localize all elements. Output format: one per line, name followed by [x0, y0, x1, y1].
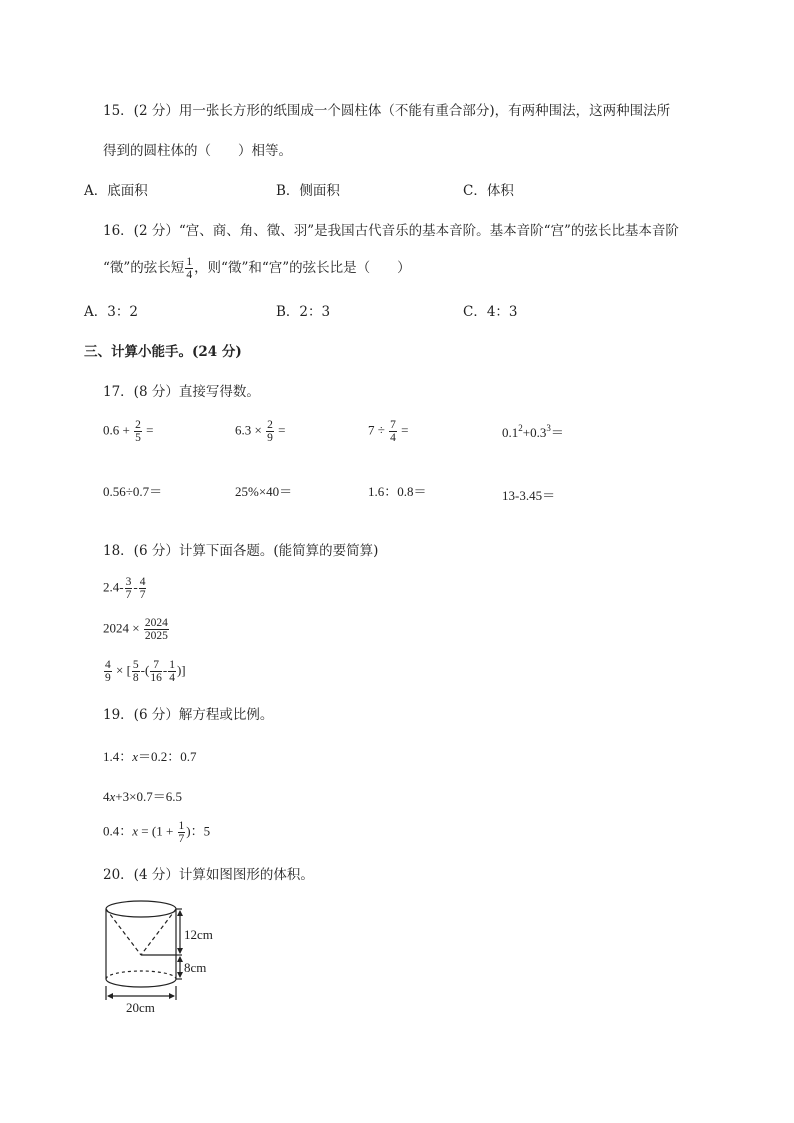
q15-option-c: C．体积 — [463, 183, 514, 199]
expr-frac-4 — [168, 659, 176, 684]
q19-eq-1 — [103, 746, 197, 765]
q15-option-b: B．侧面积 — [276, 183, 340, 199]
eq-var: x — [109, 789, 116, 804]
q16-frac-d: 4 — [186, 269, 193, 281]
q17-item-3-frac — [389, 419, 397, 444]
q18-title: 18．(6 分）计算下面各题。(能简算的要简算) — [103, 543, 379, 559]
section3-title: 三、计算小能手。(24 分) — [84, 344, 242, 360]
frac-n: 5 — [132, 659, 139, 671]
expr-frac — [144, 617, 169, 642]
q16-frac-n: 1 — [186, 256, 193, 268]
expr-frac-3 — [150, 659, 162, 684]
expr-pre: 2024 × — [103, 620, 143, 636]
q19-title: 19．(6 分）解方程或比例。 — [103, 707, 274, 723]
q17-item-4-exp2: 3 — [546, 423, 551, 433]
q17-item-2-pre: 6.3 × — [235, 422, 266, 438]
expr-op: - — [133, 579, 138, 595]
frac-n: 2024 — [144, 617, 168, 629]
expr-frac-1 — [104, 659, 112, 684]
label-8cm: 8cm — [184, 960, 207, 975]
q17-item-1-frac — [134, 419, 142, 444]
cylinder-top-ellipse — [106, 901, 176, 917]
frac-d: 8 — [132, 672, 139, 684]
q16-option-b: B．2：3 — [276, 304, 331, 320]
q17-item-2 — [235, 419, 285, 444]
q17-item-1 — [103, 419, 153, 444]
q19-eq-3 — [103, 820, 210, 845]
frac-n: 2 — [267, 419, 273, 431]
q18-expr-2 — [103, 617, 170, 642]
q15-line1: 15．(2 分）用一张长方形的纸围成一个圆柱体（不能有重合部分)，有两种围法，这两种围法所 — [103, 103, 671, 119]
expr-frac-2 — [139, 576, 147, 601]
frac-n: 2 — [135, 419, 141, 431]
q18-expr-3 — [103, 659, 186, 684]
q17-item-4 — [502, 422, 564, 441]
frac-d: 9 — [267, 432, 273, 444]
eq-mid: = (1 + — [138, 823, 177, 839]
expr-op: - — [162, 662, 168, 678]
expr-pre: 2.4- — [103, 579, 124, 595]
eq-frac — [178, 820, 186, 845]
frac-d: 5 — [135, 432, 141, 444]
expr-frac-2 — [132, 659, 140, 684]
label-20cm: 20cm — [126, 1000, 155, 1015]
expr-frac-1 — [125, 576, 133, 601]
q17-item-4-eq: ＝ — [550, 425, 564, 440]
q17-item-5: 0.56÷0.7＝ — [103, 484, 163, 499]
q16-line2-pre: “徵”的弦长短 — [103, 260, 185, 276]
q18-expr-1 — [103, 576, 147, 601]
q16-line2 — [103, 256, 411, 281]
q17-item-3-pre: 7 ÷ — [368, 422, 389, 438]
eq-pre: 0.4： — [103, 823, 133, 839]
eq-pre: 4 — [103, 789, 110, 804]
frac-d: 16 — [150, 672, 162, 684]
label-12cm: 12cm — [184, 927, 213, 942]
expr-op: -( — [140, 662, 150, 678]
q16-option-a: A．3：2 — [84, 304, 138, 320]
eq-var: x — [132, 749, 139, 764]
q15-option-a: A．底面积 — [84, 183, 148, 199]
q15-line2: 得到的圆柱体的（ ）相等。 — [103, 143, 292, 159]
eq-pre: 1.4： — [103, 749, 133, 764]
q16-fraction — [185, 256, 193, 281]
eq-post: +3×0.7＝6.5 — [115, 789, 182, 804]
frac-n: 4 — [139, 576, 146, 588]
q17-item-7: 1.6：0.8＝ — [368, 484, 427, 499]
frac-n: 3 — [125, 576, 132, 588]
frac-d: 4 — [390, 432, 396, 444]
q17-item-3 — [368, 419, 408, 444]
eq-var: x — [132, 823, 139, 839]
q16-line1: 16．(2 分）“宫、商、角、徵、羽”是我国古代音乐的基本音阶。基本音阶“宫”的弦长比基本音阶 — [103, 223, 679, 239]
q17-item-1-pre: 0.6 + — [103, 422, 134, 438]
expr-end: )] — [176, 662, 186, 678]
expr-op: × [ — [112, 662, 131, 678]
frac-d: 9 — [105, 672, 111, 684]
q17-item-2-frac — [266, 419, 274, 444]
q19-eq-2 — [103, 786, 182, 805]
cylinder-bottom-front — [106, 979, 176, 987]
q17-item-4-a: 0.1 — [502, 425, 519, 440]
q17-item-1-post: = — [142, 422, 154, 438]
cylinder-cone-figure — [96, 896, 236, 1020]
frac-d: 4 — [169, 672, 175, 684]
frac-n: 1 — [169, 659, 175, 671]
q17-item-8: 13-3.45＝ — [502, 488, 556, 503]
q17-item-6: 25%×40＝ — [235, 484, 293, 499]
frac-d: 7 — [125, 589, 132, 601]
frac-n: 1 — [178, 820, 185, 832]
q17-item-4-exp1: 2 — [518, 423, 523, 433]
q17-item-2-post: = — [274, 422, 286, 438]
q17-item-4-b: +0.3 — [522, 425, 547, 440]
eq-post: ＝0.2：0.7 — [138, 749, 197, 764]
cylinder-bottom-back — [106, 971, 176, 979]
frac-n: 7 — [150, 659, 162, 672]
q17-title: 17．(8 分）直接写得数。 — [103, 384, 260, 400]
frac-d: 7 — [178, 833, 185, 845]
q16-line2-post: ，则“徵”和“宫”的弦长比是（ ） — [194, 260, 411, 276]
frac-n: 7 — [390, 419, 396, 431]
eq-post: )：5 — [186, 823, 211, 839]
frac-d: 7 — [139, 589, 146, 601]
q17-item-3-post: = — [397, 422, 409, 438]
q20-title: 20．(4 分）计算如图图形的体积。 — [103, 867, 314, 883]
q16-option-c: C．4：3 — [463, 304, 518, 320]
frac-n: 4 — [105, 659, 111, 671]
frac-d: 2025 — [144, 630, 168, 642]
